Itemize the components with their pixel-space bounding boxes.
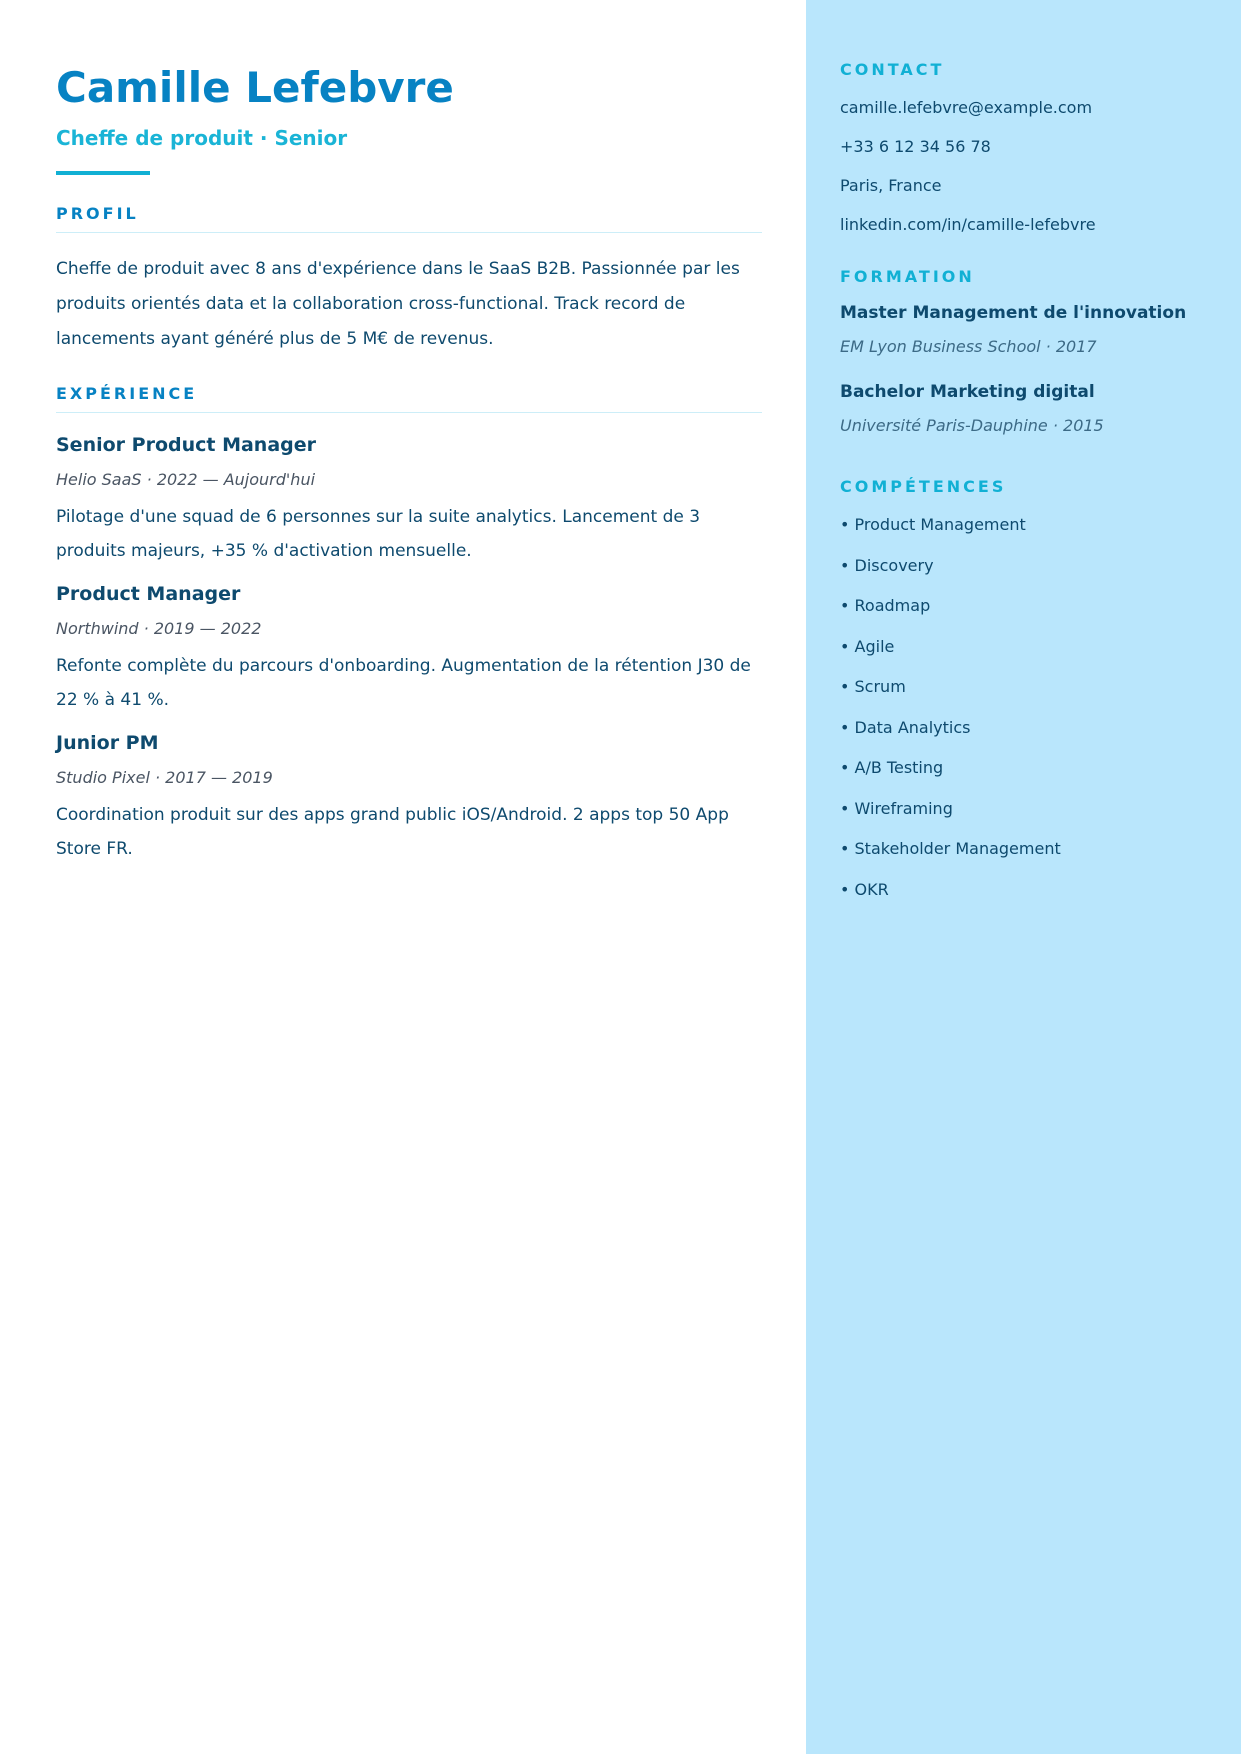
profil-heading: PROFIL [56, 204, 139, 223]
skill-item: • Wireframing [840, 798, 953, 818]
job-title: Senior Product Manager [56, 434, 317, 456]
contact-list [840, 98, 1221, 235]
education-meta: Université Paris-Dauphine · 2015 [840, 416, 1104, 435]
job-description: Pilotage d'une squad de 6 personnes sur la suite analytics. Lancement de 3 produits majeurs, +35 % d'activation mensuelle. [56, 507, 701, 561]
profil-divider [56, 232, 762, 233]
skills-list [840, 515, 1221, 900]
skill-item: • Product Management [840, 515, 1026, 534]
candidate-name: Camille Lefebvre [56, 63, 454, 112]
contact-email[interactable]: camille.lefebvre@example.com [840, 98, 1093, 117]
skill-item: • Discovery [840, 555, 934, 575]
skill-item: • Scrum [840, 677, 906, 696]
formation-heading: FORMATION [840, 267, 975, 286]
profil-text: Cheffe de produit avec 8 ans d'expérience dans le SaaS B2B. Passionnée par les produits orientés data et la collaboration cross-functional. Track record de lancements ayant généré plus de 5 M€ de revenus. [56, 259, 740, 349]
contact-phone[interactable]: +33 6 12 34 56 78 [840, 137, 991, 156]
contact-heading: CONTACT [840, 60, 945, 79]
job-entry [56, 582, 762, 717]
contact-linkedin[interactable]: linkedin.com/in/camille-lefebvre [840, 215, 1096, 234]
candidate-role: Cheffe de produit · Senior [56, 126, 348, 150]
accent-divider [56, 171, 150, 175]
education-title: Master Management de l'innovation [840, 303, 1187, 323]
contact-location: Paris, France [840, 176, 942, 195]
job-meta: Studio Pixel · 2017 — 2019 [56, 768, 273, 787]
skill-item: • Agile [840, 636, 895, 656]
competences-heading: COMPÉTENCES [840, 477, 1007, 496]
job-meta: Northwind · 2019 — 2022 [56, 619, 262, 638]
sidebar [806, 0, 1241, 1754]
skill-item: • Roadmap [840, 596, 931, 615]
skill-item: • Stakeholder Management [840, 839, 1061, 858]
education-title: Bachelor Marketing digital [840, 382, 1095, 402]
job-meta: Helio SaaS · 2022 — Aujourd'hui [56, 470, 316, 489]
job-description: Coordination produit sur des apps grand public iOS/Android. 2 apps top 50 App Store FR. [56, 805, 729, 859]
job-title: Product Manager [56, 583, 241, 605]
job-entry [56, 731, 762, 866]
education-meta: EM Lyon Business School · 2017 [840, 337, 1097, 356]
job-entry [56, 433, 762, 568]
education-entry [840, 378, 1221, 436]
job-title: Junior PM [56, 732, 159, 754]
job-description: Refonte complète du parcours d'onboarding. Augmentation de la rétention J30 de 22 % à 41 %. [56, 656, 751, 710]
experience-heading: EXPÉRIENCE [56, 384, 198, 403]
skill-item: • A/B Testing [840, 758, 944, 777]
experience-divider [56, 412, 762, 413]
skill-item: • OKR [840, 879, 889, 899]
skill-item: • Data Analytics [840, 717, 971, 737]
education-entry [840, 299, 1221, 357]
